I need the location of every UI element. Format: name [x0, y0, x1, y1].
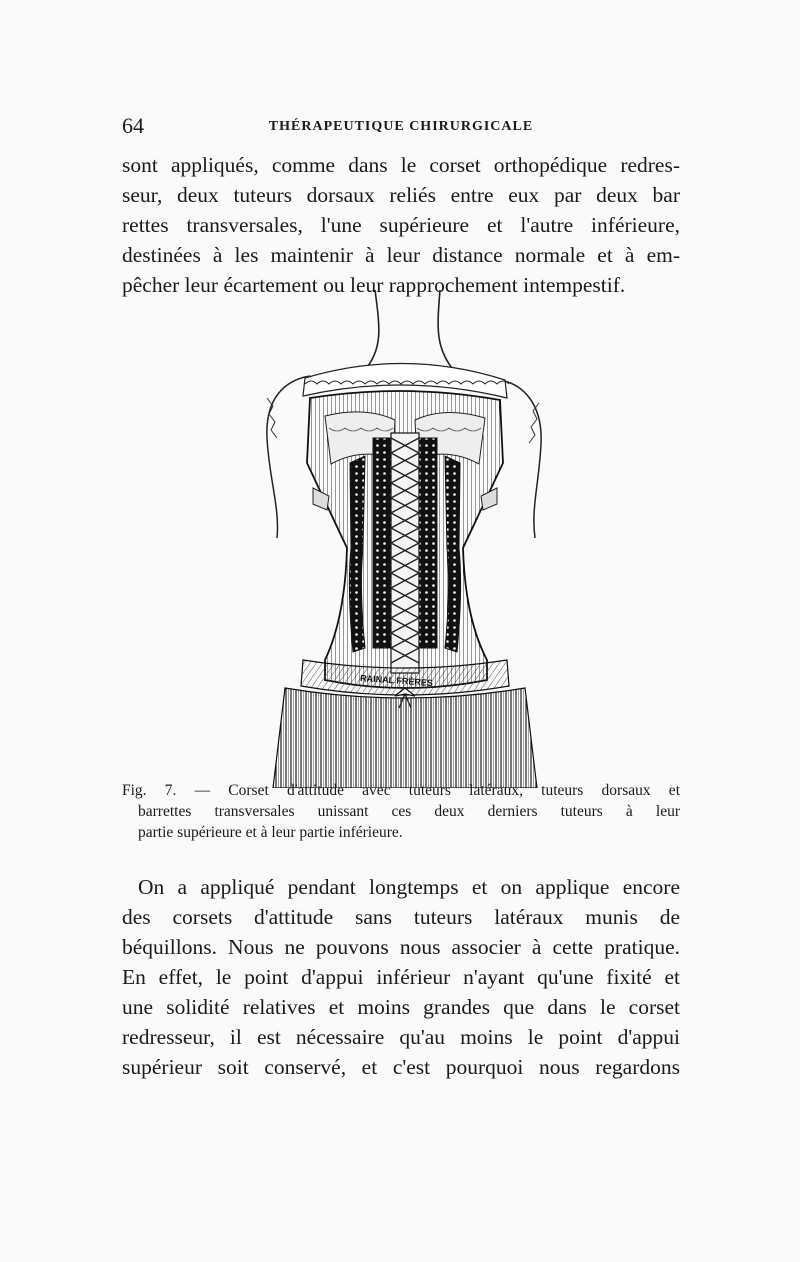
corset-illustration [255, 288, 550, 788]
caption-line: Fig. 7. — Corset d'attitude avec tuteurs latéraux, tuteurs dorsaux et [122, 782, 680, 799]
caption-line: partie supérieure et à leur partie inférieure. [138, 824, 403, 841]
text-line: sont appliqués, comme dans le corset orthopédique redres- [122, 153, 680, 177]
page-number: 64 [122, 113, 144, 138]
caption-line: barrettes transversales unissant ces deux derniers tuteurs à leur [138, 803, 680, 820]
figure-caption [122, 780, 680, 843]
text-line: seur, deux tuteurs dorsaux reliés entre eux par deux bar [122, 183, 680, 207]
text-line: On a appliqué pendant longtemps et on applique encore [138, 875, 680, 899]
text-line: rettes transversales, l'une supérieure et l'autre inférieure, [122, 213, 680, 237]
text-line: une solidité relatives et moins grandes que dans le corset [122, 995, 680, 1019]
text-line: En effet, le point d'appui inférieur n'ayant qu'une fixité et [122, 965, 680, 989]
paragraph-2 [122, 872, 680, 1082]
page-header [122, 113, 680, 141]
text-line: pêcher leur écartement ou leur rapprochement intempestif. [122, 273, 626, 297]
maker-mark: RAINAL FRÈRES [359, 673, 434, 689]
text-line: redresseur, il est nécessaire qu'au moins le point d'appui [122, 1025, 680, 1049]
text-line: des corsets d'attitude sans tuteurs latéraux munis de [122, 905, 680, 929]
text-line: destinées à les maintenir à leur distance normale et à em- [122, 243, 680, 267]
text-line: supérieur soit conservé, et c'est pourquoi nous regardons [122, 1055, 680, 1079]
paragraph-1 [122, 150, 680, 300]
running-title: THÉRAPEUTIQUE CHIRURGICALE [268, 119, 534, 134]
corset-engraving [255, 288, 550, 788]
text-line: béquillons. Nous ne pouvons nous associer à cette pratique. [122, 935, 680, 959]
